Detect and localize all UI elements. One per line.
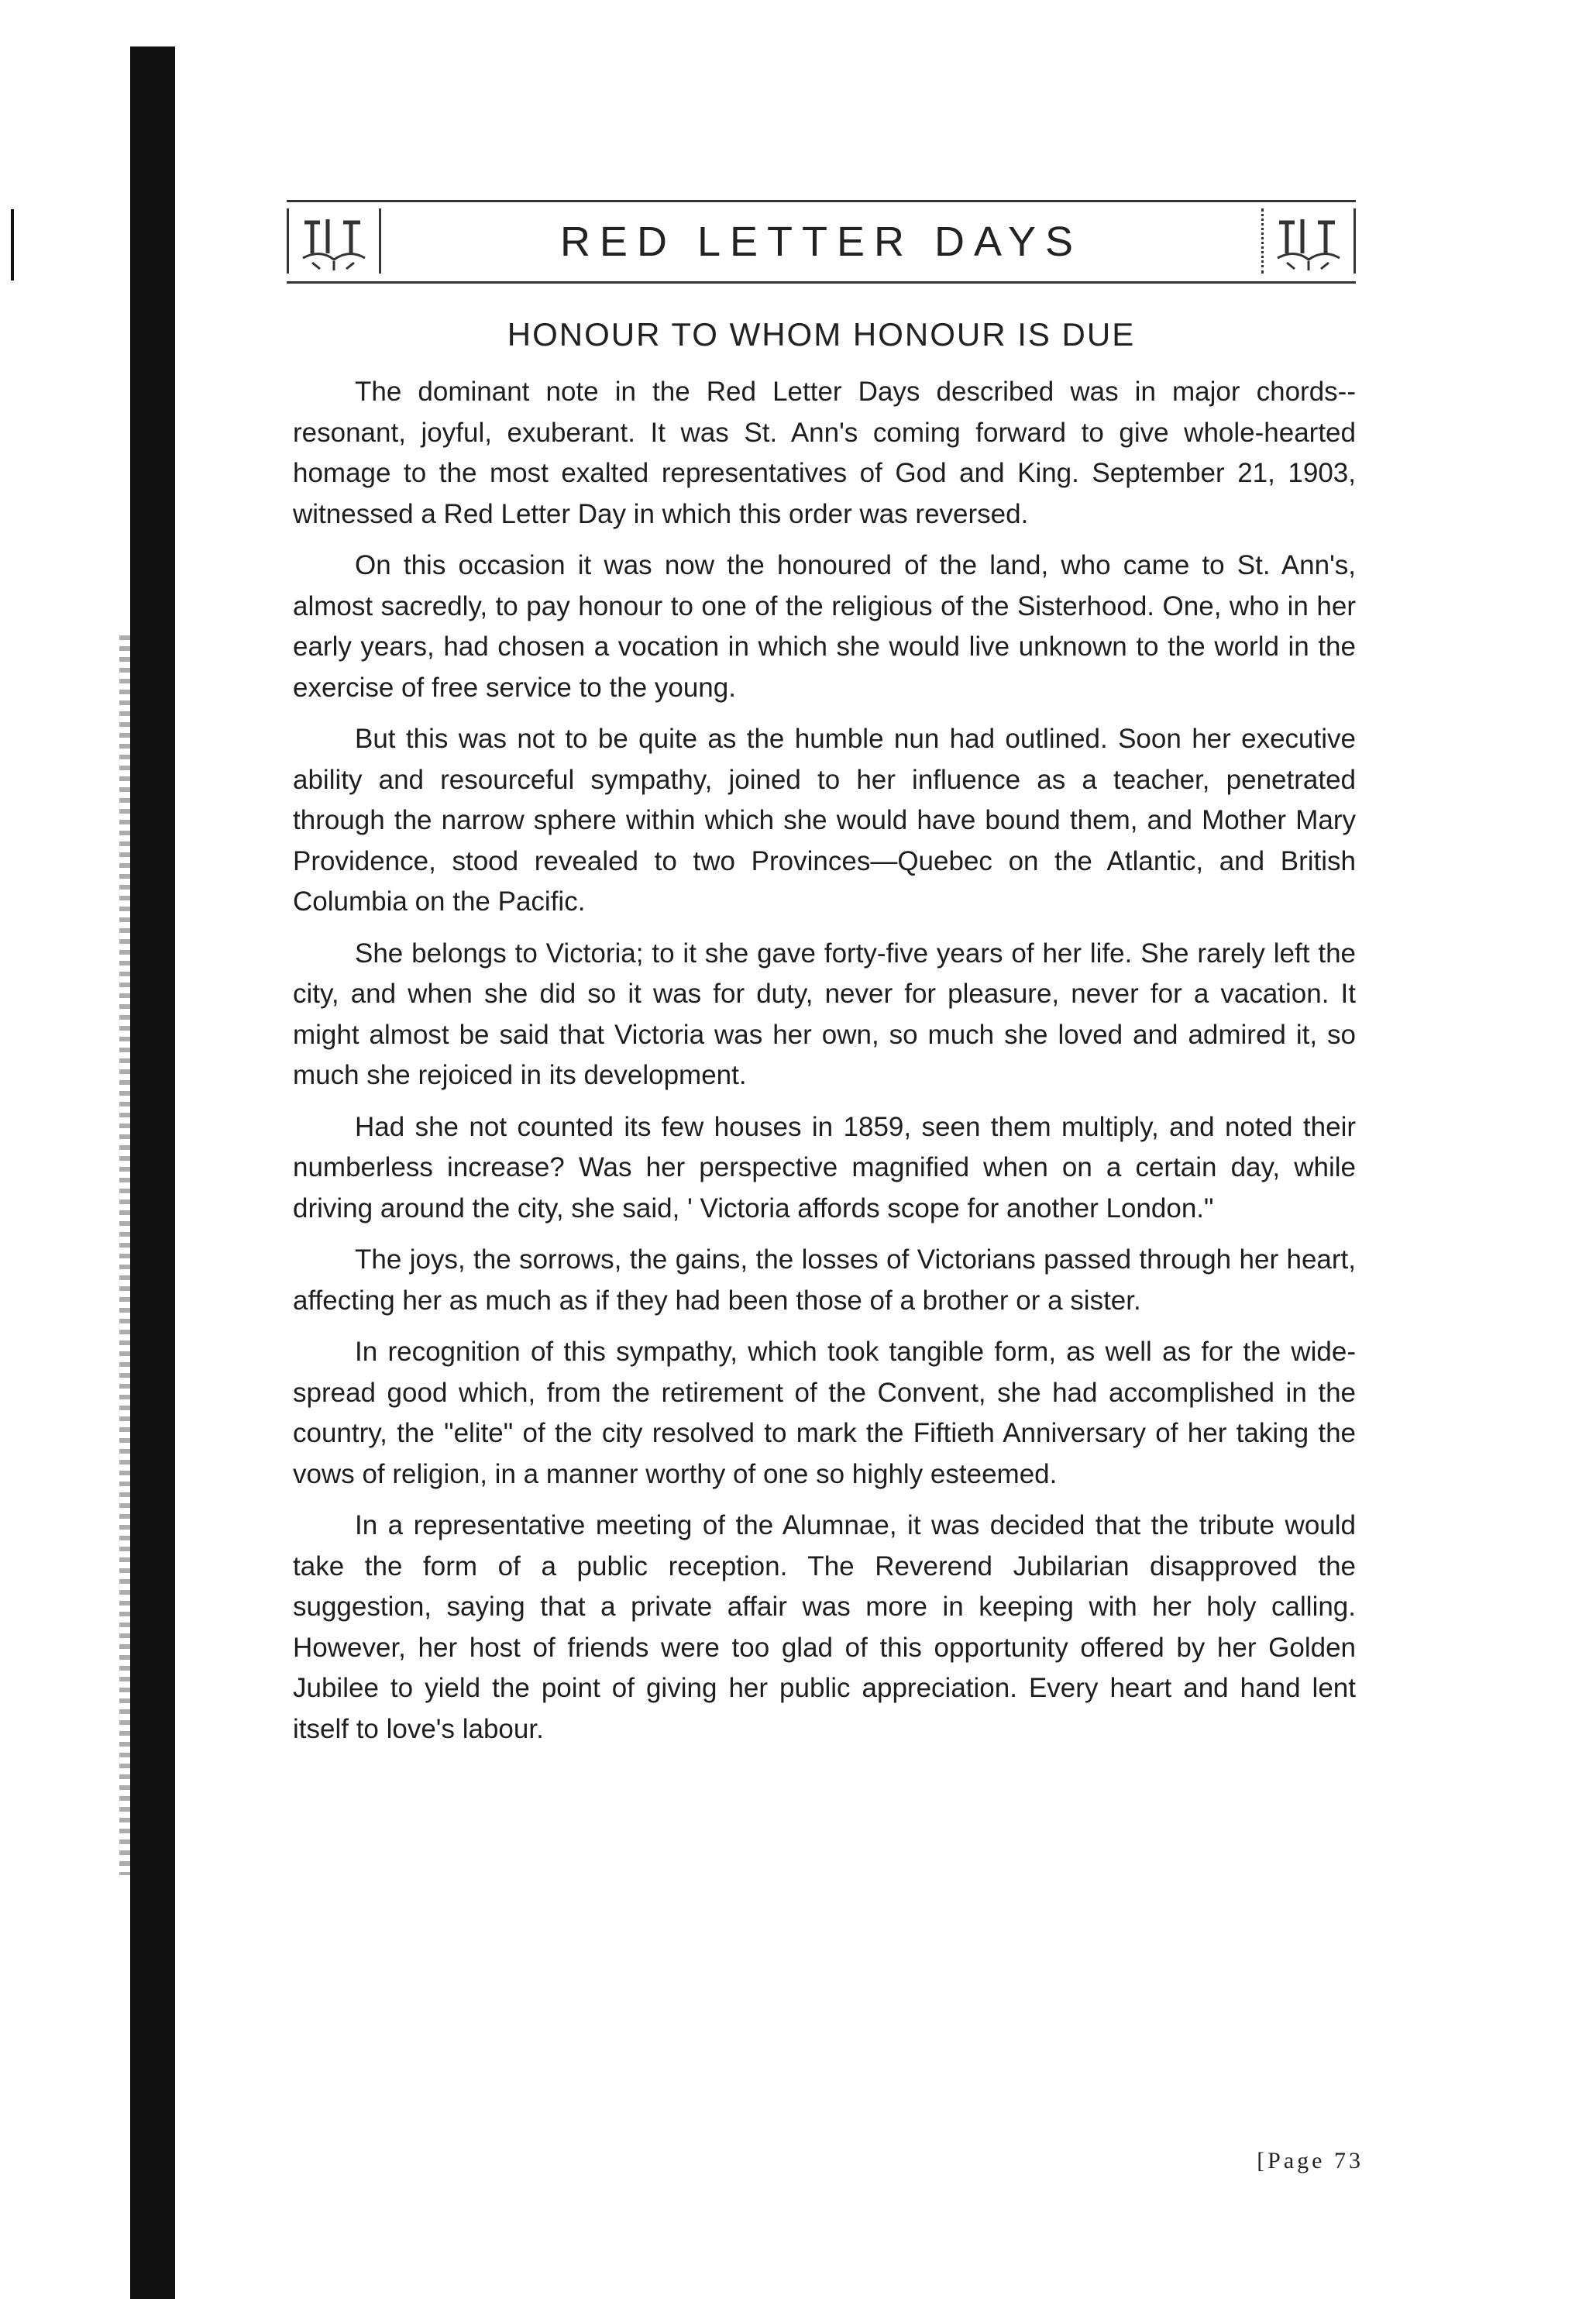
- ornament-icon: [1261, 208, 1356, 274]
- scan-edge-line: [11, 209, 14, 280]
- body-text: [293, 372, 1356, 1760]
- paragraph: The dominant note in the Red Letter Days described was in major chords--resonant, joyful, exuberant. It was St. Ann's coming forward to give whole-hearted homage to the most exalted representatives of God and King. September 21, 1903, witnessed a Red Letter Day in which this order was reversed.: [293, 377, 1356, 529]
- paragraph: The joys, the sorrows, the gains, the losses of Victorians passed through her heart, affecting her as much as if they had been those of a brother or a sister.: [293, 1244, 1356, 1316]
- header-title: RED LETTER DAYS: [559, 219, 1083, 265]
- paragraph: But this was not to be quite as the humble nun had outlined. Soon her executive ability and resourceful sympathy, joined to her influence as a teacher, penetrated through the narrow sphere within which she would have bound them, and Mother Mary Providence, stood revealed to two Provinces—Quebec on the Atlantic, and British Columbia on the Pacific.: [293, 724, 1356, 917]
- paragraph: In recognition of this sympathy, which took tangible form, as well as for the wide-spread good which, from the retirement of the Convent, she had accomplished in the country, the "elite" of the city resolved to mark the Fiftieth Anniversary of her taking the vows of religion, in a manner worthy of one so highly esteemed.: [293, 1337, 1356, 1489]
- page-number: [Page 73: [1257, 2148, 1364, 2173]
- ornament-icon: [287, 208, 381, 274]
- paragraph: On this occasion it was now the honoured of the land, who came to St. Ann's, almost sacredly, to pay honour to one of the religious of the Sisterhood. One, who in her early years, had chosen a vocation in which she would live unknown to the world in the exercise of free service to the young.: [293, 550, 1356, 703]
- section-heading: HONOUR TO WHOM HONOUR IS DUE: [507, 316, 1136, 353]
- binding-edge: [130, 46, 175, 2299]
- running-header: [287, 200, 1356, 284]
- paragraph: In a representative meeting of the Alumnae, it was decided that the tribute would take the form of a public reception. The Reverend Jubilarian disapproved the suggestion, saying that a private affair was more in keeping with her holy calling. However, her host of friends were too glad of this opportunity offered by her Golden Jubilee to yield the point of giving her public appreciation. Every heart and hand lent itself to love's labour.: [293, 1510, 1356, 1744]
- paragraph: Had she not counted its few houses in 1859, seen them multiply, and noted their numberless increase? Was her perspective magnified when on a certain day, while driving around the city, she said, ' Victoria affords scope for another London.": [293, 1111, 1356, 1223]
- paragraph: She belongs to Victoria; to it she gave forty-five years of her life. She rarely left the city, and when she did so it was for duty, never for pleasure, never for a vacation. It might almost be said that Victoria was her own, so much she loved and admired it, so much she rejoiced in its development.: [293, 938, 1356, 1090]
